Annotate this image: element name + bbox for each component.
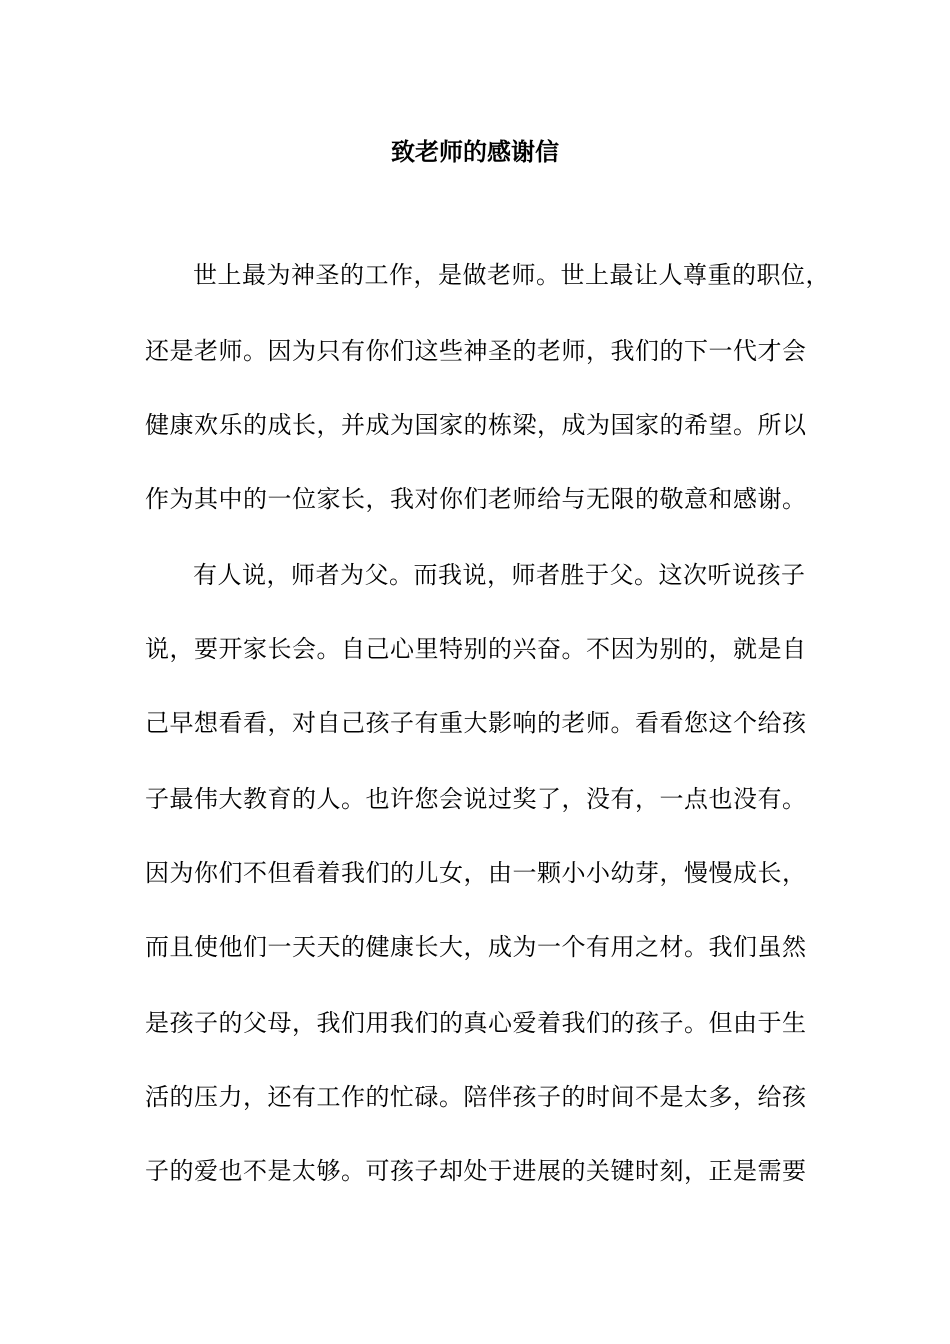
text-line: 说，要开家长会。自己心里特别的兴奋。不因为别的，就是自 bbox=[145, 635, 807, 663]
text-line: 健康欢乐的成长，并成为国家的栋梁，成为国家的希望。所以 bbox=[145, 411, 807, 439]
text-line: 有人说，师者为父。而我说，师者胜于父。这次听说孩子 bbox=[193, 561, 806, 589]
text-line: 因为你们不但看着我们的儿女，由一颗小小幼芽，慢慢成长， bbox=[145, 859, 807, 887]
text-line: 作为其中的一位家长，我对你们老师给与无限的敬意和感谢。 bbox=[145, 485, 807, 513]
text-line: 世上最为神圣的工作，是做老师。世上最让人尊重的职位， bbox=[193, 261, 830, 289]
text-line: 己早想看看，对自己孩子有重大影响的老师。看看您这个给孩 bbox=[145, 709, 807, 737]
text-line: 子最伟大教育的人。也许您会说过奖了，没有，一点也没有。 bbox=[145, 785, 807, 813]
document-title: 致老师的感谢信 bbox=[391, 137, 559, 166]
text-line: 活的压力，还有工作的忙碌。陪伴孩子的时间不是太多，给孩 bbox=[145, 1083, 807, 1111]
text-line: 子的爱也不是太够。可孩子却处于进展的关键时刻，正是需要 bbox=[145, 1157, 807, 1185]
text-line: 还是老师。因为只有你们这些神圣的老师，我们的下一代才会 bbox=[145, 337, 807, 365]
text-line: 是孩子的父母，我们用我们的真心爱着我们的孩子。但由于生 bbox=[145, 1009, 807, 1037]
text-line: 而且使他们一天天的健康长大，成为一个有用之材。我们虽然 bbox=[145, 933, 807, 961]
